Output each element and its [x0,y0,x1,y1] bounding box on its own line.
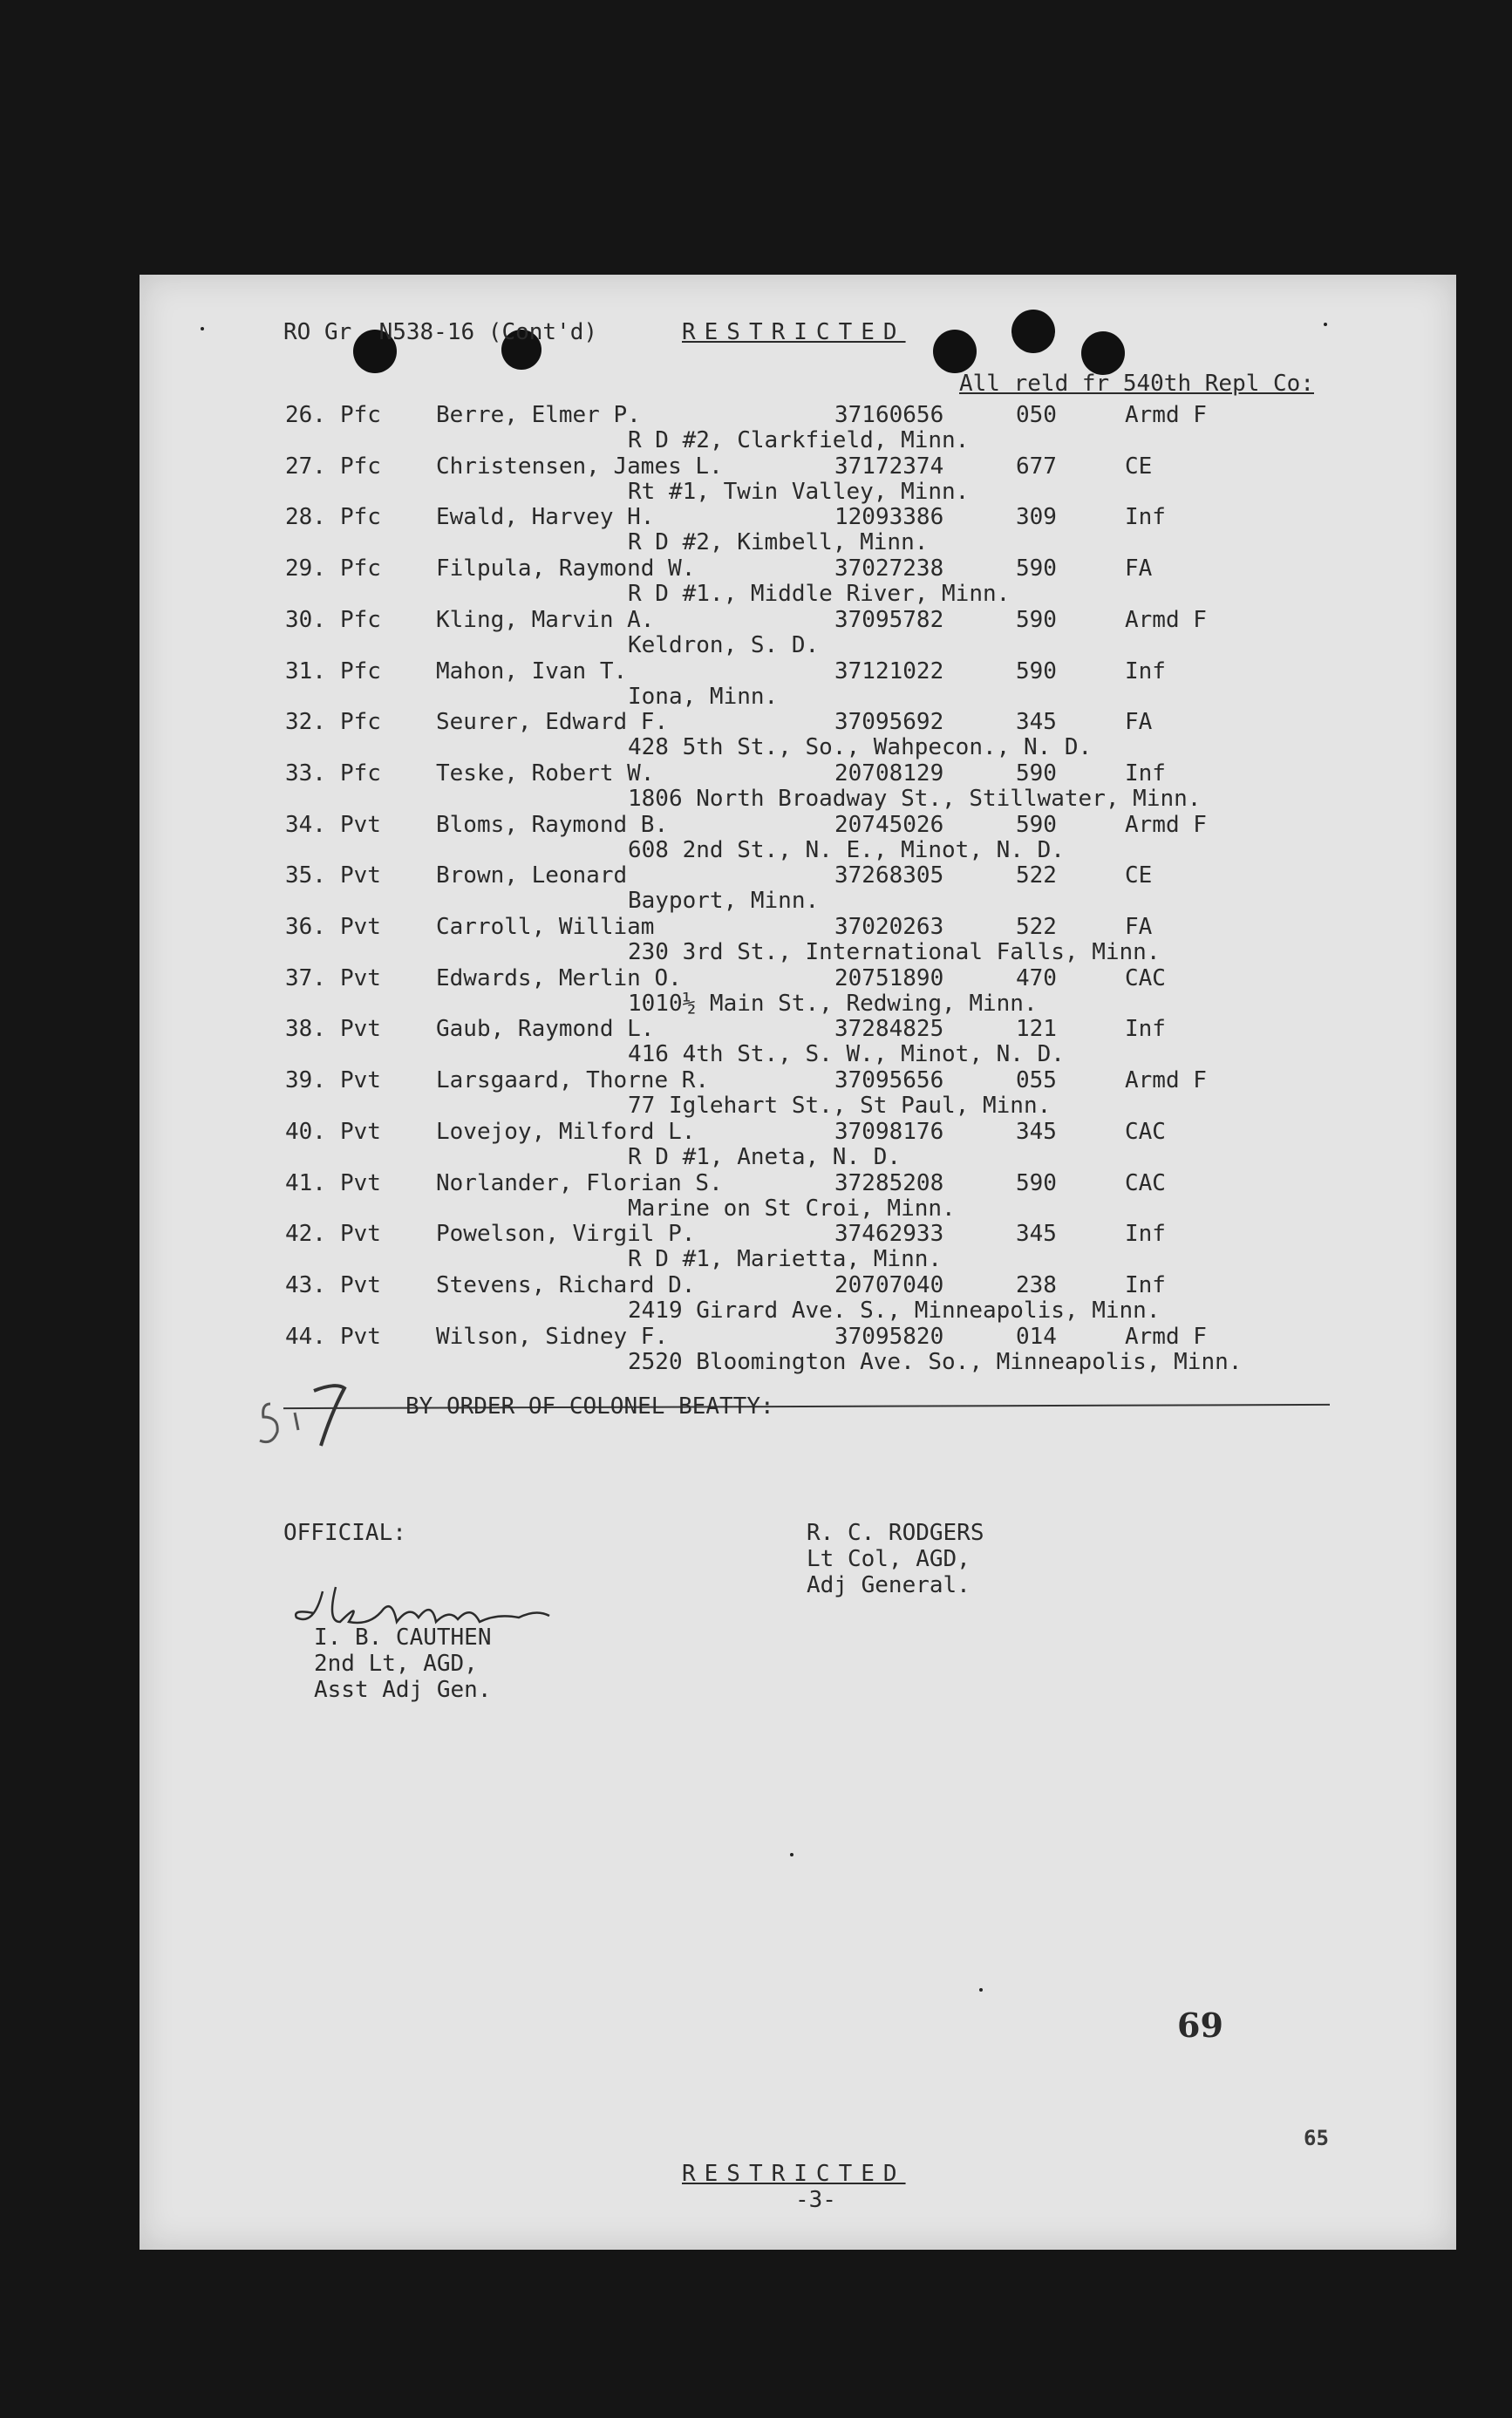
entry-address: 2520 Bloomington Ave. So., Minneapolis, Minn. [628,1348,1243,1375]
entry-number: 28. [285,504,326,531]
document-page [140,275,1456,2250]
entry-mos-code: 590 [1016,759,1057,787]
entry-arm-of-service: FA [1125,709,1153,736]
entry-name: Powelson, Virgil P. [436,1221,696,1248]
signer-right-role: Adj General. [807,1572,971,1598]
entry-rank: Pvt [340,1221,381,1248]
entry-mos-code: 522 [1016,914,1057,940]
punch-hole [1081,331,1125,375]
entry-arm-of-service: CAC [1125,1118,1166,1145]
entry-name: Wilson, Sidney F. [436,1323,669,1350]
entry-arm-of-service: Inf [1125,657,1166,685]
entry-rank: Pvt [340,1118,381,1145]
margin-note-handwriting [253,1378,375,1456]
entry-mos-code: 345 [1016,709,1057,736]
entry-number: 41. [285,1169,326,1196]
entry-number: 29. [285,555,326,582]
entry-mos-code: 121 [1016,1016,1057,1043]
signer-right-name: R. C. RODGERS [807,1520,984,1546]
entry-number: 27. [285,453,326,480]
entry-arm-of-service: Armd F [1125,811,1207,838]
entry-number: 30. [285,606,326,633]
entry-address: R D #1, Aneta, N. D. [628,1143,902,1170]
entry-serial-number: 37020263 [834,914,944,940]
entry-serial-number: 20708129 [834,759,944,787]
entry-mos-code: 590 [1016,811,1057,838]
entry-name: Bloms, Raymond B. [436,811,669,838]
entry-rank: Pfc [340,555,381,582]
entry-arm-of-service: FA [1125,914,1153,940]
entry-serial-number: 37285208 [834,1169,944,1196]
speck [979,1988,983,1992]
entry-name: Teske, Robert W. [436,759,655,787]
entry-number: 34. [285,811,326,838]
entry-rank: Pvt [340,1016,381,1043]
entry-address: 1806 North Broadway St., Stillwater, Minn. [628,785,1202,812]
entry-address: 428 5th St., So., Wahpecon., N. D. [628,734,1093,761]
page-number: -3- [795,2187,836,2213]
entry-address: 416 4th St., S. W., Minot, N. D. [628,1041,1065,1068]
entry-serial-number: 37095656 [834,1067,944,1094]
entry-serial-number: 37462933 [834,1221,944,1248]
punch-hole [933,330,977,373]
entry-address: Marine on St Croi, Minn. [628,1195,956,1222]
order-line: BY ORDER OF COLONEL BEATTY: [405,1393,774,1420]
entry-serial-number: 37095692 [834,709,944,736]
entry-number: 35. [285,862,326,889]
entry-rank: Pvt [340,811,381,838]
entry-address: R D #1., Middle River, Minn. [628,581,1011,608]
entry-number: 32. [285,709,326,736]
entry-serial-number: 37172374 [834,453,944,480]
entry-rank: Pfc [340,453,381,480]
entry-rank: Pvt [340,914,381,940]
entry-arm-of-service: Armd F [1125,402,1207,428]
entry-mos-code: 590 [1016,657,1057,685]
entry-arm-of-service: Armd F [1125,606,1207,633]
entry-number: 33. [285,759,326,787]
entry-rank: Pvt [340,1169,381,1196]
entry-serial-number: 20707040 [834,1271,944,1298]
entry-number: 44. [285,1323,326,1350]
entry-arm-of-service: Inf [1125,504,1166,531]
entry-number: 40. [285,1118,326,1145]
entry-name: Berre, Elmer P. [436,402,641,428]
entry-serial-number: 37095782 [834,606,944,633]
entry-name: Stevens, Richard D. [436,1271,696,1298]
entry-mos-code: 309 [1016,504,1057,531]
classification-bottom: RESTRICTED [682,2161,906,2187]
classification-top: RESTRICTED [682,319,906,345]
entry-address: R D #2, Kimbell, Minn. [628,529,929,556]
entry-arm-of-service: Armd F [1125,1067,1207,1094]
entry-rank: Pfc [340,759,381,787]
entry-mos-code: 345 [1016,1221,1057,1248]
entry-address: 608 2nd St., N. E., Minot, N. D. [628,836,1065,863]
entry-rank: Pfc [340,402,381,428]
entry-serial-number: 37027238 [834,555,944,582]
entry-serial-number: 37284825 [834,1016,944,1043]
relieved-note: All reld fr 540th Repl Co: [959,371,1314,397]
entry-mos-code: 590 [1016,555,1057,582]
entry-address: 2419 Girard Ave. S., Minneapolis, Minn. [628,1297,1161,1324]
entry-address: 1010½ Main St., Redwing, Minn. [628,990,1038,1017]
entry-serial-number: 20751890 [834,964,944,991]
entry-address: 230 3rd St., International Falls, Minn. [628,939,1161,965]
entry-mos-code: 050 [1016,402,1057,428]
entry-address: Iona, Minn. [628,683,779,710]
entry-number: 43. [285,1271,326,1298]
entry-arm-of-service: FA [1125,555,1153,582]
entry-name: Norlander, Florian S. [436,1169,723,1196]
entry-number: 31. [285,657,326,685]
entry-arm-of-service: Inf [1125,1271,1166,1298]
entry-rank: Pvt [340,1271,381,1298]
entry-mos-code: 014 [1016,1323,1057,1350]
corner-mark: 65 [1304,2126,1329,2150]
entry-mos-code: 345 [1016,1118,1057,1145]
entry-rank: Pvt [340,964,381,991]
entry-serial-number: 37098176 [834,1118,944,1145]
entry-serial-number: 20745026 [834,811,944,838]
entry-name: Larsgaard, Thorne R. [436,1067,710,1094]
entry-number: 42. [285,1221,326,1248]
entry-address: 77 Iglehart St., St Paul, Minn. [628,1093,1052,1120]
entry-name: Carroll, William [436,914,655,940]
entry-name: Kling, Marvin A. [436,606,655,633]
signer-left-title: 2nd Lt, AGD, [314,1651,478,1677]
entry-number: 36. [285,914,326,940]
entry-address: Keldron, S. D. [628,631,820,658]
entry-name: Seurer, Edward F. [436,709,669,736]
entry-arm-of-service: CAC [1125,964,1166,991]
entry-name: Christensen, James L. [436,453,723,480]
entry-address: R D #1, Marietta, Minn. [628,1246,943,1273]
entry-serial-number: 37160656 [834,402,944,428]
entry-arm-of-service: Inf [1125,759,1166,787]
entry-name: Edwards, Merlin O. [436,964,682,991]
entry-rank: Pvt [340,862,381,889]
entry-mos-code: 522 [1016,862,1057,889]
speck [201,327,204,330]
page-stamp: 69 [1177,2006,1223,2045]
entry-mos-code: 590 [1016,606,1057,633]
entry-serial-number: 37121022 [834,657,944,685]
entry-mos-code: 238 [1016,1271,1057,1298]
margin-note-handwritten [253,1378,375,1460]
speck [1324,323,1327,326]
entry-name: Ewald, Harvey H. [436,504,655,531]
entry-rank: Pvt [340,1067,381,1094]
entry-serial-number: 12093386 [834,504,944,531]
signer-left-name: I. B. CAUTHEN [314,1624,492,1651]
entry-rank: Pvt [340,1323,381,1350]
entry-number: 39. [285,1067,326,1094]
entry-name: Lovejoy, Milford L. [436,1118,696,1145]
entry-rank: Pfc [340,657,381,685]
entry-mos-code: 677 [1016,453,1057,480]
entry-name: Filpula, Raymond W. [436,555,696,582]
entry-arm-of-service: Inf [1125,1221,1166,1248]
entry-address: Rt #1, Twin Valley, Minn. [628,478,970,505]
entry-arm-of-service: CE [1125,862,1153,889]
speck [790,1853,793,1856]
entry-mos-code: 055 [1016,1067,1057,1094]
entry-serial-number: 37268305 [834,862,944,889]
signer-right-title: Lt Col, AGD, [807,1546,971,1572]
entry-serial-number: 37095820 [834,1323,944,1350]
punch-hole [1011,310,1055,353]
entry-number: 38. [285,1016,326,1043]
entry-mos-code: 590 [1016,1169,1057,1196]
entry-rank: Pfc [340,504,381,531]
entry-address: Bayport, Minn. [628,888,820,915]
official-label: OFFICIAL: [283,1520,406,1546]
entry-arm-of-service: Inf [1125,1016,1166,1043]
entry-name: Mahon, Ivan T. [436,657,628,685]
entry-mos-code: 470 [1016,964,1057,991]
entry-name: Gaub, Raymond L. [436,1016,655,1043]
entry-number: 26. [285,402,326,428]
order-reference: RO Gr N538-16 (Cont'd) [283,319,598,345]
signer-left-role: Asst Adj Gen. [314,1677,492,1703]
entry-arm-of-service: CAC [1125,1169,1166,1196]
entry-arm-of-service: Armd F [1125,1323,1207,1350]
entry-arm-of-service: CE [1125,453,1153,480]
entry-rank: Pfc [340,709,381,736]
entry-name: Brown, Leonard [436,862,628,889]
entry-address: R D #2, Clarkfield, Minn. [628,427,970,453]
entry-number: 37. [285,964,326,991]
entry-rank: Pfc [340,606,381,633]
